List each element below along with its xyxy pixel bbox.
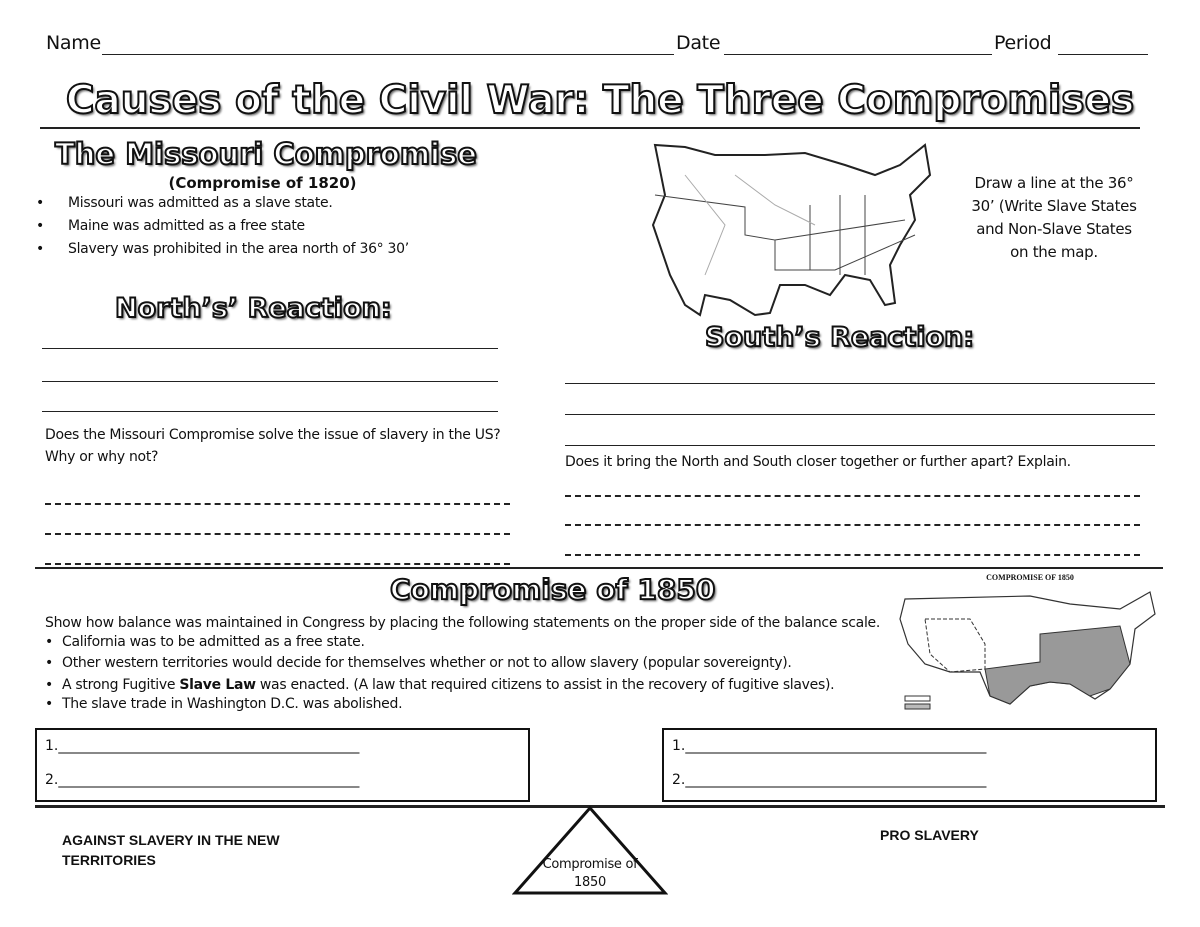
bullet-icon: • — [36, 195, 44, 211]
against-slavery-label: AGAINST SLAVERY IN THE NEW TERRITORIES — [62, 832, 280, 868]
page-title: Causes of the Civil War: The Three Compromises — [65, 78, 1135, 123]
south-reaction-heading: South’s Reaction: — [705, 322, 975, 353]
against-slavery-box[interactable] — [35, 728, 530, 802]
map-instruction: Draw a line at the 36° 30’ (Write Slave States and Non-Slave States on the map. — [971, 174, 1137, 261]
answer-line[interactable] — [565, 495, 1140, 497]
answer-line[interactable] — [565, 445, 1155, 446]
fulcrum-label: Compromise of 1850 — [542, 857, 638, 890]
us-map-image[interactable] — [645, 135, 935, 330]
bullet-icon: • — [45, 677, 53, 693]
answer-line[interactable] — [42, 411, 498, 412]
bullet-icon: • — [45, 655, 53, 671]
c1850-heading: Compromise of 1850 — [390, 573, 716, 606]
period-field[interactable] — [1058, 54, 1148, 55]
map-graphic — [890, 584, 1170, 718]
date-field[interactable] — [724, 54, 992, 55]
answer-line[interactable] — [565, 524, 1140, 526]
c1850-bullet — [62, 677, 834, 693]
title-divider — [40, 127, 1140, 129]
answer-line[interactable] — [565, 554, 1140, 556]
missouri-bullet: Slavery was prohibited in the area north of 36° 30’ — [68, 241, 409, 257]
text: A strong Fugitive — [62, 677, 180, 693]
answer-line[interactable] — [565, 414, 1155, 415]
period-label: Period — [994, 32, 1052, 54]
bullet-icon: • — [45, 634, 53, 650]
section-divider — [35, 567, 1163, 569]
answer-line[interactable] — [565, 383, 1155, 384]
blank-1[interactable]: 1.___________________________________________ — [45, 738, 360, 754]
name-field[interactable] — [102, 54, 674, 55]
compromise-1850-map[interactable] — [890, 570, 1170, 718]
missouri-bullet: Missouri was admitted as a slave state. — [68, 195, 333, 211]
answer-line[interactable] — [45, 533, 510, 535]
pro-slavery-box[interactable] — [662, 728, 1157, 802]
c1850-bullet: California was to be admitted as a free state. — [62, 634, 365, 650]
answer-line[interactable] — [42, 348, 498, 349]
bullet-icon: • — [45, 696, 53, 712]
date-label: Date — [676, 32, 721, 54]
missouri-heading: The Missouri Compromise — [55, 137, 477, 171]
name-label: Name — [46, 32, 101, 54]
blank-1[interactable]: 1.___________________________________________ — [672, 738, 987, 754]
bullet-icon: • — [36, 218, 44, 234]
blank-2[interactable]: 2.___________________________________________ — [672, 772, 987, 788]
north-reaction-heading: North’s’ Reaction: — [115, 293, 392, 324]
answer-line[interactable] — [42, 381, 498, 382]
map-title: COMPROMISE OF 1850 — [986, 573, 1074, 582]
c1850-instruction: Show how balance was maintained in Congress by placing the following statements on the proper side of the balance scale. — [45, 615, 881, 631]
c1850-bullet: The slave trade in Washington D.C. was abolished. — [62, 696, 403, 712]
bold-text: Slave Law — [179, 677, 256, 693]
answer-line[interactable] — [45, 503, 510, 505]
missouri-bullet: Maine was admitted as a free state — [68, 218, 305, 234]
missouri-subheading: (Compromise of 1820) — [168, 174, 357, 192]
question-left: Does the Missouri Compromise solve the issue of slavery in the US? Why or why not? — [45, 427, 501, 465]
text: was enacted. (A law that required citizens to assist in the recovery of fugitive slaves). — [255, 677, 835, 693]
c1850-bullet: Other western territories would decide for themselves whether or not to allow slavery (popular sovereignty). — [62, 655, 792, 671]
answer-line[interactable] — [45, 563, 510, 565]
bullet-icon: • — [36, 241, 44, 257]
pro-slavery-label: PRO SLAVERY — [880, 827, 979, 843]
question-right: Does it bring the North and South closer together or further apart? Explain. — [565, 454, 1071, 470]
blank-2[interactable]: 2.___________________________________________ — [45, 772, 360, 788]
